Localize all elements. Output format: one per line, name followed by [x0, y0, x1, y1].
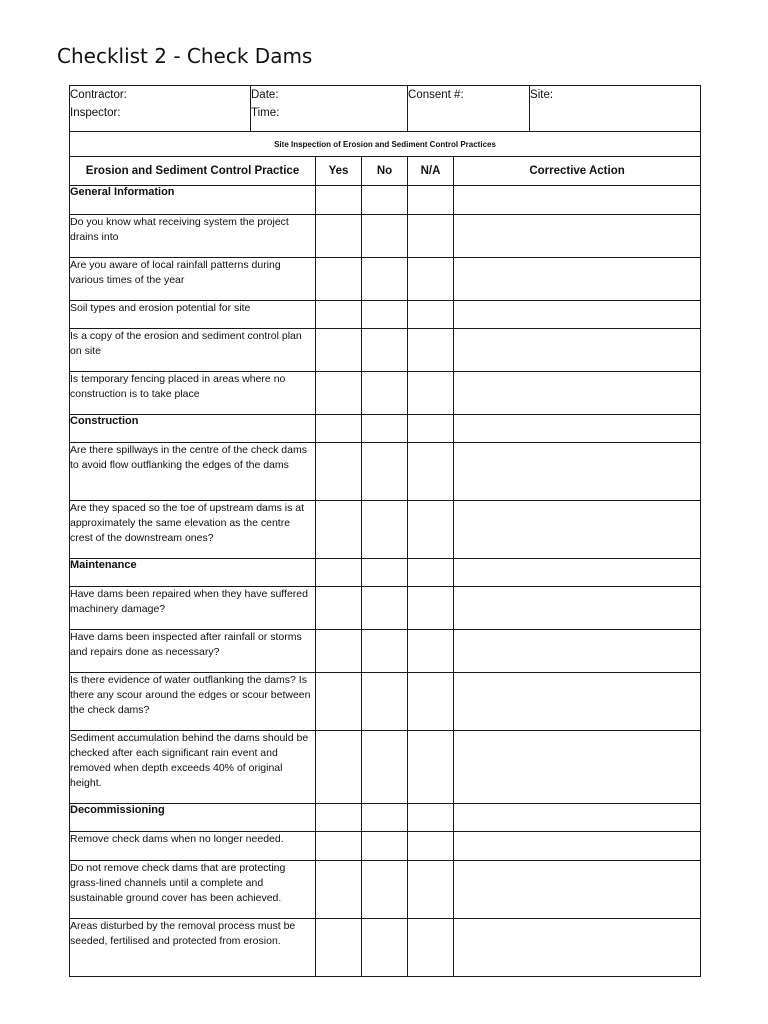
checklist-item-row [70, 630, 701, 673]
section-label: Construction [70, 415, 316, 443]
corrective-action-cell[interactable] [454, 501, 701, 559]
no-answer-cell[interactable] [362, 673, 408, 731]
section-row [70, 415, 701, 443]
yes-answer-cell[interactable] [316, 443, 362, 501]
checklist-item-row [70, 215, 701, 258]
no-answer-cell[interactable] [362, 919, 408, 977]
section-row [70, 804, 701, 832]
yes-answer-cell[interactable] [316, 301, 362, 329]
yes-answer-cell[interactable] [316, 215, 362, 258]
checklist-item-row [70, 919, 701, 977]
section-no-cell [362, 804, 408, 832]
section-yes-cell [316, 186, 362, 215]
checklist-item-row [70, 501, 701, 559]
checklist-question: Are they spaced so the toe of upstream dams is at approximately the same elevation as the centre crest of the downstream ones? [70, 501, 316, 559]
checklist-question: Areas disturbed by the removal process must be seeded, fertilised and protected from erosion. [70, 919, 316, 977]
na-answer-cell[interactable] [408, 372, 454, 415]
yes-answer-cell[interactable] [316, 673, 362, 731]
na-answer-cell[interactable] [408, 443, 454, 501]
corrective-action-cell[interactable] [454, 301, 701, 329]
inspector-label: Inspector: [70, 107, 121, 119]
checklist-item-row [70, 861, 701, 919]
yes-answer-cell[interactable] [316, 329, 362, 372]
yes-answer-cell[interactable] [316, 258, 362, 301]
section-label: Maintenance [70, 559, 316, 587]
corrective-action-cell[interactable] [454, 630, 701, 673]
section-na-cell [408, 415, 454, 443]
na-answer-cell[interactable] [408, 587, 454, 630]
no-answer-cell[interactable] [362, 301, 408, 329]
contractor-label: Contractor: [70, 89, 127, 101]
no-answer-cell[interactable] [362, 832, 408, 861]
section-corrective-cell [454, 415, 701, 443]
no-answer-cell[interactable] [362, 258, 408, 301]
checklist-item-row [70, 673, 701, 731]
yes-answer-cell[interactable] [316, 861, 362, 919]
yes-answer-cell[interactable] [316, 919, 362, 977]
corrective-action-cell[interactable] [454, 673, 701, 731]
no-answer-cell[interactable] [362, 587, 408, 630]
na-answer-cell[interactable] [408, 861, 454, 919]
checklist-item-row [70, 587, 701, 630]
checklist-question: Do not remove check dams that are protecting grass-lined channels until a complete and sustainable ground cover has been achieved. [70, 861, 316, 919]
date-label: Date: [251, 89, 279, 101]
yes-column-header: Yes [316, 157, 362, 186]
corrective-action-cell[interactable] [454, 587, 701, 630]
corrective-action-cell[interactable] [454, 258, 701, 301]
section-no-cell [362, 559, 408, 587]
checklist-item-row [70, 329, 701, 372]
na-answer-cell[interactable] [408, 919, 454, 977]
section-corrective-cell [454, 186, 701, 215]
corrective-action-cell[interactable] [454, 832, 701, 861]
checklist-item-row [70, 372, 701, 415]
corrective-action-cell[interactable] [454, 861, 701, 919]
section-yes-cell [316, 804, 362, 832]
corrective-action-cell[interactable] [454, 731, 701, 804]
checklist-item-row [70, 731, 701, 804]
checklist-question: Have dams been inspected after rainfall or storms and repairs done as necessary? [70, 630, 316, 673]
no-answer-cell[interactable] [362, 731, 408, 804]
section-yes-cell [316, 415, 362, 443]
yes-answer-cell[interactable] [316, 501, 362, 559]
section-na-cell [408, 186, 454, 215]
na-answer-cell[interactable] [408, 673, 454, 731]
checklist-item-row [70, 258, 701, 301]
practice-column-header: Erosion and Sediment Control Practice [70, 157, 316, 186]
checklist-table [69, 85, 701, 977]
banner-row [70, 132, 701, 157]
corrective-action-cell[interactable] [454, 329, 701, 372]
header-info-row [70, 86, 701, 132]
inspection-banner: Site Inspection of Erosion and Sediment Control Practices [70, 132, 701, 157]
consent-label: Consent #: [408, 89, 464, 101]
checklist-question: Is a copy of the erosion and sediment control plan on site [70, 329, 316, 372]
no-answer-cell[interactable] [362, 861, 408, 919]
section-no-cell [362, 415, 408, 443]
consent-cell[interactable] [408, 86, 530, 132]
yes-answer-cell[interactable] [316, 372, 362, 415]
checklist-question: Remove check dams when no longer needed. [70, 832, 316, 861]
no-column-header: No [362, 157, 408, 186]
checklist-question: Do you know what receiving system the project drains into [70, 215, 316, 258]
checklist-question: Sediment accumulation behind the dams should be checked after each significant rain event and removed when depth exceeds 40% of original height. [70, 731, 316, 804]
corrective-action-cell[interactable] [454, 215, 701, 258]
na-answer-cell[interactable] [408, 832, 454, 861]
yes-answer-cell[interactable] [316, 832, 362, 861]
no-answer-cell[interactable] [362, 215, 408, 258]
time-label: Time: [251, 107, 280, 119]
na-answer-cell[interactable] [408, 258, 454, 301]
yes-answer-cell[interactable] [316, 630, 362, 673]
no-answer-cell[interactable] [362, 372, 408, 415]
yes-answer-cell[interactable] [316, 731, 362, 804]
checklist-question: Have dams been repaired when they have suffered machinery damage? [70, 587, 316, 630]
checklist-question: Is temporary fencing placed in areas where no construction is to take place [70, 372, 316, 415]
site-cell[interactable] [530, 86, 701, 132]
corrective-action-cell[interactable] [454, 919, 701, 977]
na-answer-cell[interactable] [408, 301, 454, 329]
section-na-cell [408, 559, 454, 587]
corrective-action-cell[interactable] [454, 443, 701, 501]
document-title: Checklist 2 - Check Dams [57, 44, 313, 68]
checklist-question: Soil types and erosion potential for site [70, 301, 316, 329]
checklist-item-row [70, 443, 701, 501]
section-no-cell [362, 186, 408, 215]
site-label: Site: [530, 89, 554, 101]
checklist-question: Are you aware of local rainfall patterns during various times of the year [70, 258, 316, 301]
na-answer-cell[interactable] [408, 501, 454, 559]
na-answer-cell[interactable] [408, 329, 454, 372]
section-yes-cell [316, 559, 362, 587]
section-label: General Information [70, 186, 316, 215]
date-time-cell[interactable] [251, 86, 408, 132]
na-answer-cell[interactable] [408, 630, 454, 673]
checklist-item-row [70, 301, 701, 329]
section-na-cell [408, 804, 454, 832]
section-row [70, 559, 701, 587]
na-answer-cell[interactable] [408, 215, 454, 258]
section-corrective-cell [454, 559, 701, 587]
yes-answer-cell[interactable] [316, 587, 362, 630]
contractor-inspector-cell[interactable] [70, 86, 251, 132]
na-column-header: N/A [408, 157, 454, 186]
corrective-action-column-header: Corrective Action [454, 157, 701, 186]
checklist-question: Are there spillways in the centre of the check dams to avoid flow outflanking the edges of the dams [70, 443, 316, 501]
checklist-question: Is there evidence of water outflanking the dams? Is there any scour around the edges or scour between the check dams? [70, 673, 316, 731]
no-answer-cell[interactable] [362, 630, 408, 673]
checklist-item-row [70, 832, 701, 861]
section-corrective-cell [454, 804, 701, 832]
no-answer-cell[interactable] [362, 329, 408, 372]
section-label: Decommissioning [70, 804, 316, 832]
na-answer-cell[interactable] [408, 731, 454, 804]
no-answer-cell[interactable] [362, 501, 408, 559]
no-answer-cell[interactable] [362, 443, 408, 501]
corrective-action-cell[interactable] [454, 372, 701, 415]
column-header-row [70, 157, 701, 186]
section-row [70, 186, 701, 215]
